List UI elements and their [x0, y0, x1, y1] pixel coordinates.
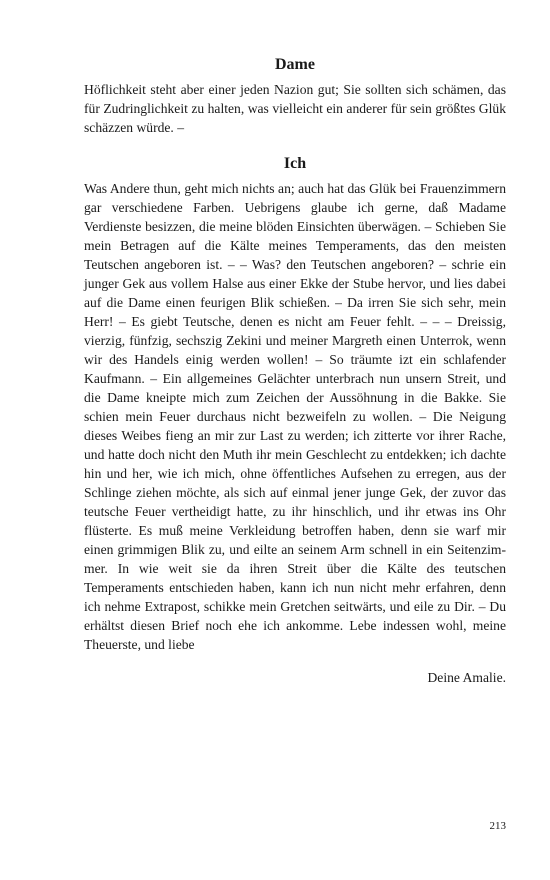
- dame-paragraph: Höflichkeit steht aber einer jeden Nazion gut; Sie sollten sich schämen, das für Zudringlichkeit zu halten, was vielleicht ein anderer für sein größtes Glük schäzzen würde. –: [84, 82, 506, 135]
- speaker-heading-ich: Ich: [283, 155, 307, 172]
- letter-signature: Deine Amalie.: [427, 670, 506, 685]
- page-number: 213: [489, 820, 506, 832]
- speaker-heading-dame: Dame: [275, 56, 315, 73]
- ich-paragraph: Was Andere thun, geht mich nichts an; auch hat das Glük bei Frauenzimmern gar verschiedene Farben. Uebrigens glaube ich gerne, daß Madame Verdienste besizzen, die meine blöden Einsichten überwägen. – Schieben Sie mein Betragen auf die Kälte meines Temperaments, das den meisten Teutschen angeboren ist. – – Was? den Teutschen angeboren? – schrie ein junger Gek aus vollem Halse aus einer Ekke der Stube hervor, und lies dabei auf die Dame einen feurigen Blik schießen. – Da irren Sie sich sehr, mein Herr! – Es giebt Teutsche, denen es nicht am Feuer fehlt. – – – Dreissig, vierzig, fünfzig, sechszig Zekini und meiner Margreth einen Unterrok, wenn wir des Handels einig werden wollen! – So träumte izt ein schlafender Kaufmann. – Ein allgemeines Gelächter unterbrach nun unsern Streit, und die Dame kneipte mich zum Zeichen der Aussöhnung in die Bakke. Sie schien mein Feuer durchaus nicht bezweifeln zu wollen. – Die Neigung dieses Weibes fieng an mir zur Last zu werden; ich zitterte vor ihrer Rache, und hatte doch nicht den Muth ihr mein Geschlecht zu entdekken; ich dachte hin und her, wie ich mich, ohne öffentliches Aufsehen zu erregen, aus der Schlinge ziehen möchte, als sich auf einmal jener junge Gek, der zuvor das teutsche Feuer vertheidigt hatte, zu ihr hinschlich, und ihr etwas ins Ohr flüsterte. Es muß meine Verkleidung betroffen haben, denn sie warf mir einen grimmigen Blik zu, und eilte an seinem Arm schnell in ein Seitenzimmer. In wie weit sie da ihren Streit über die Kälte des teutschen Temperaments entschieden haben, kann ich nun nicht mehr erfahren, denn ich nehme Extrapost, schikke mein Gretchen seitwärts, und eile zu Dir. – Du erhältst diesen Brief noch ehe ich ankomme. Lebe indessen wohl, meine Theuerste, und liebe: [84, 181, 506, 652]
- page-body: [84, 52, 506, 687]
